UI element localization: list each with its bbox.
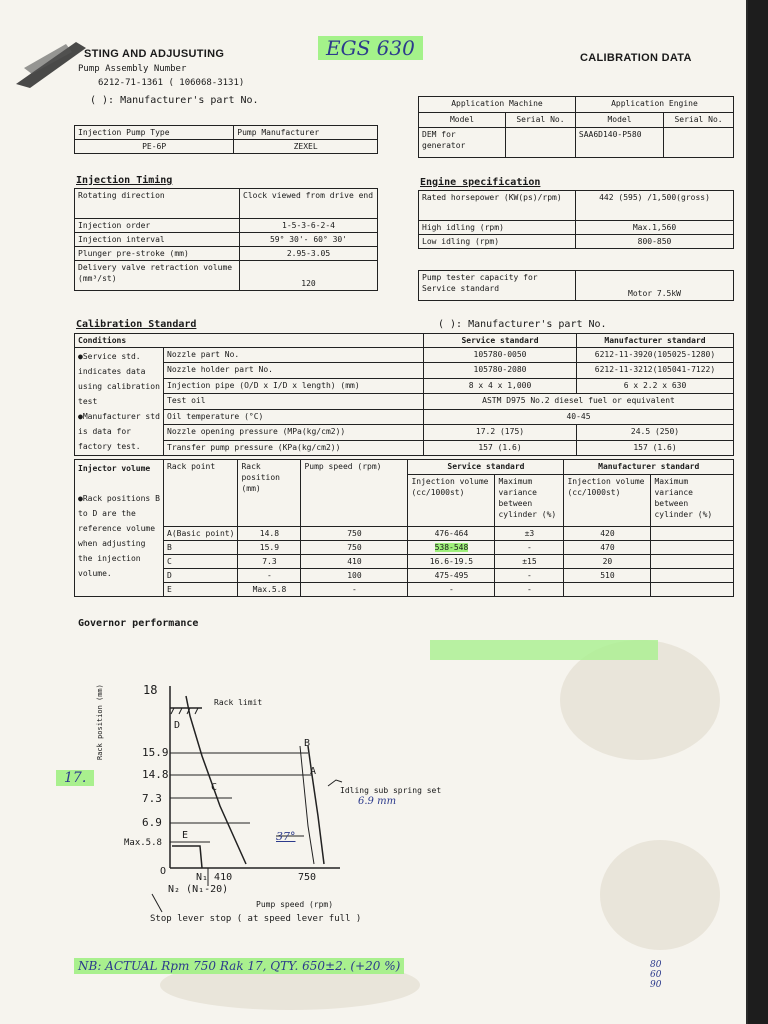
iv-point: D [164, 569, 238, 583]
handwritten-corner: 80 60 90 [650, 960, 662, 990]
pump-type-col1: Injection Pump Type [75, 126, 234, 140]
iv-rack: 7.3 [238, 555, 301, 569]
rack-limit-hatch [171, 708, 198, 714]
y-tick-max-5-8: Max.5.8 [124, 838, 162, 848]
stop-lever-arrow [152, 894, 162, 912]
page-edge [748, 0, 768, 1024]
cal-row-service: 105780-2080 [424, 363, 577, 378]
timing-value: Clock viewed from drive end [240, 189, 378, 219]
engine-spec-table [418, 190, 734, 249]
cal-row-mfr: 157 (1.6) [577, 440, 734, 455]
tester-table [418, 270, 734, 301]
pump-type-val1: PE-6P [75, 140, 234, 154]
iv-svc-vol: 475-495 [408, 569, 495, 583]
timing-label: Delivery valve retraction volume (mm³/st) [75, 261, 240, 291]
pump-assembly-label: Pump Assembly Number [78, 64, 187, 74]
conditions-header: Conditions [75, 334, 424, 348]
iv-speed: 100 [301, 569, 408, 583]
handwritten-id: EGS 630 [318, 36, 423, 60]
table-row [75, 541, 734, 555]
y-tick-6-9: 6.9 [142, 816, 162, 829]
cal-row-label: Test oil [164, 394, 424, 409]
cal-row-service: 157 (1.6) [424, 440, 577, 455]
angle-label: 37° [276, 830, 296, 843]
table-row [75, 569, 734, 583]
point-d: D [174, 720, 181, 731]
iv-svc-var: ±15 [495, 555, 564, 569]
manufacturer-note: ( ): Manufacturer's part No. [90, 95, 259, 106]
timing-value: 59° 30'- 60° 30' [240, 233, 378, 247]
y-axis-label: Rack position (mm) [96, 684, 104, 760]
iv-speed: 410 [301, 555, 408, 569]
injector-volume-title: Injector volume [78, 464, 151, 473]
cal-row-service: 8 x 4 x 1,000 [424, 378, 577, 393]
cal-row-label: Nozzle part No. [164, 348, 424, 363]
cal-row-mfr: 6212-11-3212(105041-7122) [577, 363, 734, 378]
iv-svc-vol: 476-464 [408, 527, 495, 541]
table-row [75, 527, 734, 541]
governor-title: Governor performance [78, 618, 199, 629]
rack-limit-label: Rack limit [214, 698, 263, 707]
engine-spec-value: 800-850 [576, 235, 734, 249]
iv-mfr-vol: 420 [564, 527, 651, 541]
iv-mfr-vol: 510 [564, 569, 651, 583]
handwritten-17: 17. [56, 770, 94, 786]
iv-rack: Max.5.8 [238, 583, 301, 597]
speed-750-label: 750 [298, 872, 317, 883]
pump-type-col2: Pump Manufacturer [234, 126, 378, 140]
stain [600, 840, 720, 950]
y-tick-14-8: 14.8 [142, 768, 169, 781]
timing-label: Rotating direction [75, 189, 240, 219]
iv-manufacturer-standard: Manufacturer standard [564, 460, 734, 475]
iv-svc-vol-highlighted: 538-548 [434, 543, 469, 552]
timing-value: 2.95-3.05 [240, 247, 378, 261]
iv-svc-var: - [495, 583, 564, 597]
h-inj-volume-svc: Injection volume (cc/1000st) [408, 475, 495, 527]
iv-mfr-var [651, 555, 734, 569]
injector-volume-side [75, 460, 164, 597]
y-tick-18: 18 [143, 683, 158, 697]
iv-point: B [164, 541, 238, 555]
engine-spec-value: Max.1,560 [576, 221, 734, 235]
y-tick-15-9: 15.9 [142, 746, 169, 759]
app-machine-model: DEM for generator [419, 128, 506, 158]
iv-speed: 750 [301, 541, 408, 555]
engine-spec-label: Rated horsepower (KW(ps)/rpm) [419, 191, 576, 221]
iv-rack: 15.9 [238, 541, 301, 555]
governor-curve-low [186, 696, 246, 864]
timing-label: Injection interval [75, 233, 240, 247]
app-engine-model: SAA6D140-P580 [575, 128, 663, 158]
app-serial-1: Serial No. [506, 112, 576, 128]
app-serial-2: Serial No. [664, 112, 734, 128]
engine-spec-label: High idling (rpm) [419, 221, 576, 235]
injector-volume-table [74, 459, 734, 597]
tester-value: Motor 7.5kW [576, 271, 734, 301]
injection-timing-title: Injection Timing [76, 175, 173, 186]
idling-value: 6.9 mm [358, 796, 397, 807]
h-rack-point: Rack point [164, 460, 238, 527]
iv-speed: - [301, 583, 408, 597]
h-max-variance-mfr: Maximum variance between cylinder (%) [651, 475, 734, 527]
calibration-note: ( ): Manufacturer's part No. [438, 319, 607, 330]
iv-mfr-var [651, 583, 734, 597]
iv-svc-var: - [495, 541, 564, 555]
iv-mfr-var [651, 541, 734, 555]
iv-point: A(Basic point) [164, 527, 238, 541]
h-inj-volume-mfr: Injection volume (cc/1000st) [564, 475, 651, 527]
app-model-2: Model [575, 112, 663, 128]
h-max-variance-svc: Maximum variance between cylinder (%) [495, 475, 564, 527]
iv-mfr-var [651, 527, 734, 541]
point-a: A [310, 766, 317, 777]
service-standard-header: Service standard [424, 334, 577, 348]
tester-label: Pump tester capacity for Service standard [419, 271, 576, 301]
pump-type-table [74, 125, 378, 154]
iv-speed: 750 [301, 527, 408, 541]
point-c: C [211, 782, 218, 793]
iv-point: C [164, 555, 238, 569]
side-note-manufacturer: ●Manufacturer std is data for factory test. [78, 412, 160, 451]
calibration-table [74, 333, 734, 456]
iv-rack: 14.8 [238, 527, 301, 541]
y-tick-7-3: 7.3 [142, 792, 162, 805]
iv-svc-var: ±3 [495, 527, 564, 541]
timing-label: Plunger pre-stroke (mm) [75, 247, 240, 261]
app-engine-serial [664, 128, 734, 158]
iv-mfr-var [651, 569, 734, 583]
pump-assembly-number: 6212-71-1361 ( 106068-3131) [98, 78, 245, 88]
iv-mfr-vol: 20 [564, 555, 651, 569]
e-step [172, 846, 202, 868]
app-model-1: Model [419, 112, 506, 128]
governor-curve-high-2 [300, 746, 317, 864]
application-table [418, 96, 734, 158]
h-pump-speed: Pump speed (rpm) [301, 460, 408, 527]
calibration-title: Calibration Standard [76, 319, 197, 330]
iv-service-standard: Service standard [408, 460, 564, 475]
cal-row-service: 17.2 (175) [424, 425, 577, 440]
cal-row-mfr: 24.5 (250) [577, 425, 734, 440]
table-row [75, 583, 734, 597]
cal-row-service: 105780-0050 [424, 348, 577, 363]
timing-label: Injection order [75, 219, 240, 233]
app-engine-header: Application Engine [575, 97, 733, 113]
header-right-title: CALIBRATION DATA [580, 52, 692, 64]
cal-row-label: Injection pipe (O/D x I/D x length) (mm) [164, 378, 424, 393]
stop-lever-label: Stop lever stop ( at speed lever full ) [150, 914, 362, 924]
iv-rack: - [238, 569, 301, 583]
app-machine-serial [506, 128, 576, 158]
side-note-service: ●Service std. indicates data using calibration test [78, 352, 160, 406]
h-rack-position: Rack position (mm) [238, 460, 301, 527]
iv-point: E [164, 583, 238, 597]
pump-type-val2: ZEXEL [234, 140, 378, 154]
injection-timing-table [74, 188, 378, 291]
governor-diagram [90, 676, 390, 916]
point-e: E [182, 830, 189, 841]
iv-svc-var: - [495, 569, 564, 583]
timing-value: 120 [240, 261, 378, 291]
point-b: B [304, 738, 311, 749]
iv-mfr-vol: 470 [564, 541, 651, 555]
point-o: O [160, 866, 167, 877]
iv-svc-vol: - [408, 583, 495, 597]
handwritten-note: NB: ACTUAL Rpm 750 Rak 17, QTY. 650±2. (+20 %) [74, 958, 404, 974]
injector-volume-note: ●Rack positions B to D are the reference volume when adjusting the injection volume. [78, 494, 160, 578]
engine-spec-label: Low idling (rpm) [419, 235, 576, 249]
header-title: STING AND ADJUSUTING [84, 48, 225, 60]
n1-label: N₁ 410 [196, 872, 233, 883]
cal-row-shared: 40-45 [424, 409, 734, 424]
governor-curve-high [308, 746, 324, 864]
manufacturer-standard-header: Manufacturer standard [577, 334, 734, 348]
iv-svc-vol: 16.6-19.5 [408, 555, 495, 569]
idling-label: Idling sub spring set [340, 786, 442, 795]
cal-row-label: Transfer pump pressure (KPa(kg/cm2)) [164, 440, 424, 455]
cal-row-label: Oil temperature (°C) [164, 409, 424, 424]
table-row [75, 555, 734, 569]
app-machine-header: Application Machine [419, 97, 576, 113]
iv-mfr-vol [564, 583, 651, 597]
calibration-side-notes [75, 348, 164, 456]
n2-label: N₂ (N₁-20) [168, 884, 229, 895]
x-axis-label: Pump speed (rpm) [256, 900, 334, 909]
cal-row-mfr: 6212-11-3920(105025-1280) [577, 348, 734, 363]
engine-spec-value: 442 (595) /1,500(gross) [576, 191, 734, 221]
cal-row-mfr: 6 x 2.2 x 630 [577, 378, 734, 393]
timing-value: 1-5-3-6-2-4 [240, 219, 378, 233]
highlight-smear [430, 640, 658, 660]
cal-row-label: Nozzle holder part No. [164, 363, 424, 378]
cal-row-shared: ASTM D975 No.2 diesel fuel or equivalent [424, 394, 734, 409]
engine-spec-title: Engine specification [420, 177, 541, 188]
logo-mark [16, 38, 86, 88]
cal-row-label: Nozzle opening pressure (MPa(kg/cm2)) [164, 425, 424, 440]
